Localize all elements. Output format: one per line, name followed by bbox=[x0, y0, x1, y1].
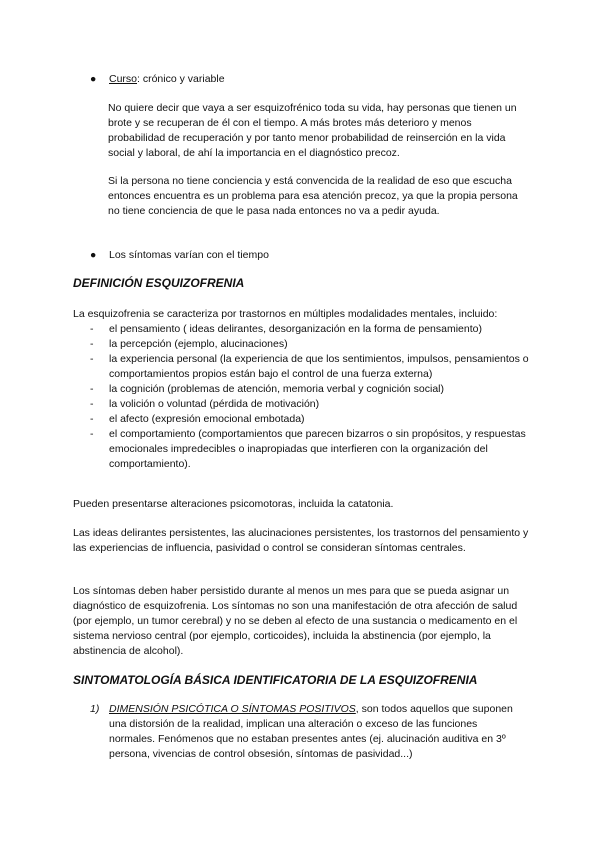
sintomas-text: Los síntomas varían con el tiempo bbox=[109, 249, 269, 261]
curso-text: : crónico y variable bbox=[137, 73, 225, 85]
bullet-dot: ● bbox=[90, 249, 97, 261]
dash-marker: - bbox=[90, 353, 94, 365]
dash-marker: - bbox=[90, 323, 94, 335]
list-item-text: la experiencia personal (la experiencia de que los sentimientos, impulsos, pensamientos o comportamientos propios están bajo el control de una fuerza externa) bbox=[109, 353, 529, 380]
dash-marker: - bbox=[90, 428, 94, 440]
item-text: , son todos aquellos que suponen una distorsión de la realidad, implican una alteración o exceso de las funciones normales. Fenómenos que no estaban presentes antes (ej. alucinación auditiva en 3º persona, vivencias de control obsesión, síntomas de pasividad...) bbox=[109, 703, 513, 760]
list-item-text: el pensamiento ( ideas delirantes, desorganización en la forma de pensamiento) bbox=[109, 323, 482, 335]
item-title: DIMENSIÓN PSICÓTICA O SÍNTOMAS POSITIVOS bbox=[109, 703, 356, 715]
heading-sintomatologia: SINTOMATOLOGÍA BÁSICA IDENTIFICATORIA DE LA ESQUIZOFRENIA bbox=[73, 673, 478, 687]
list-item bbox=[90, 337, 530, 352]
list-item bbox=[90, 352, 530, 382]
paragraph-diagnostico: Los síntomas deben haber persistido durante al menos un mes para que se pueda asignar un diagnóstico de esquizofrenia. Los síntomas no son una manifestación de otra afección de salud (por ejemplo, un tumor cerebral) y no se deben al efecto de una sustancia o medicamento en el sistema nervioso central (por ejemplo, corticoides), incluida la abstinencia (por ejemplo, la abstinencia de alcohol). bbox=[73, 585, 518, 657]
heading-definicion: DEFINICIÓN ESQUIZOFRENIA bbox=[73, 276, 245, 290]
list-item-text: el afecto (expresión emocional embotada) bbox=[109, 413, 305, 425]
paragraph-psicomotoras: Pueden presentarse alteraciones psicomotoras, incluida la catatonia. bbox=[73, 498, 394, 510]
list-item-text: la percepción (ejemplo, alucinaciones) bbox=[109, 338, 288, 350]
paragraph-brotes: No quiere decir que vaya a ser esquizofrénico toda su vida, hay personas que tienen un brote y se recuperan de él con el tiempo. A más brotes más deterioro y menos probabilidad de recuperación y por tanto menor probabilidad de reinserción en la vida social y laboral, de ahí la importancia en el diagnóstico precoz. bbox=[108, 102, 517, 159]
list-item bbox=[90, 412, 530, 427]
dash-marker: - bbox=[90, 398, 94, 410]
dash-marker: - bbox=[90, 413, 94, 425]
intro-definicion: La esquizofrenia se caracteriza por trastornos en múltiples modalidades mentales, incluido: bbox=[73, 308, 498, 320]
list-item bbox=[90, 397, 530, 412]
list-item-text: el comportamiento (comportamientos que parecen bizarros o sin propósitos, y respuestas emocionales impredecibles o inapropiadas que interfieren con la organización del comportamiento). bbox=[109, 428, 526, 470]
paragraph-conciencia: Si la persona no tiene conciencia y está convencida de la realidad de eso que escucha entonces encuentra es un problema para esa atención precoz, ya que la propia persona no tiene conciencia de que le pasa nada entonces no va a pedir ayuda. bbox=[108, 175, 518, 217]
paragraph-sintomas-centrales: Las ideas delirantes persistentes, las alucinaciones persistentes, los trastornos del pensamiento y las experiencias de influencia, pasividad o control se consideran síntomas centrales. bbox=[73, 527, 529, 554]
curso-label: Curso bbox=[109, 73, 138, 85]
modalidades-list bbox=[90, 322, 530, 472]
list-item-text: la cognición (problemas de atención, memoria verbal y cognición social) bbox=[109, 383, 445, 395]
list-item bbox=[90, 322, 530, 337]
item-number: 1) bbox=[90, 703, 100, 715]
bullet-dot: ● bbox=[90, 73, 97, 85]
dash-marker: - bbox=[90, 383, 94, 395]
list-item bbox=[90, 427, 530, 472]
dash-marker: - bbox=[90, 338, 94, 350]
list-item-text: la volición o voluntad (pérdida de motivación) bbox=[109, 398, 320, 410]
list-item bbox=[90, 382, 530, 397]
